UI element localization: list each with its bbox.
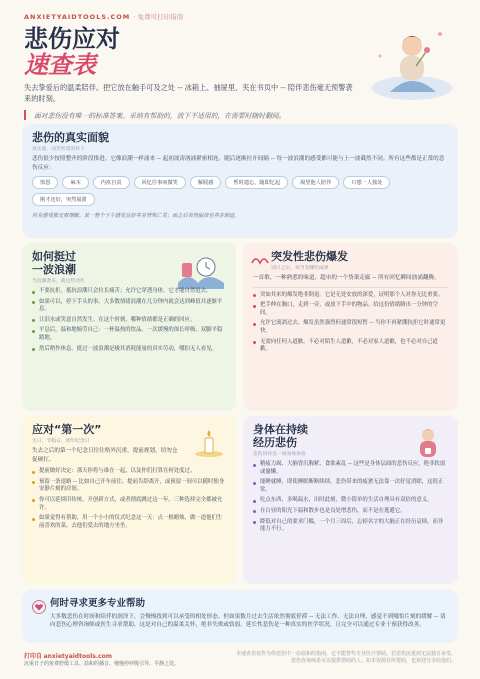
grief-truth-title: 悲伤的真实面貌 [32, 131, 109, 144]
list-item: 然后稍作休息。挺过一波浪潮是极其消耗能量的真实劳动，哪怕无人看见。 [32, 346, 226, 354]
list-item: 降低对自己的要求门槛，一个月三周后，忘掉名字的大脑正在经历哀恸，而非能力不行。 [253, 519, 448, 534]
list-item: 提前做好决定：那天你将与谁在一起，以及你们打算在何处度过。 [32, 468, 226, 476]
divider [253, 287, 448, 288]
body-grief-card [243, 416, 458, 584]
firsts-list [32, 468, 226, 530]
sudden-grief-list [253, 292, 448, 354]
sudden-grief-body: 一首歌、一种熟悉的味道、超市的一个货架走廊 -- 所有回忆瞬间汹涌翻腾。 [253, 275, 440, 281]
wave-caption: 当浪潮袭来，就这些动作 [32, 279, 85, 284]
list-item: 在白昼的阳光下温和散步也是良处增悲伤，而不是在逃避它。 [253, 508, 448, 516]
list-item: 把手伸在胸口，走到一旁，或放下手中的物品。给这份情绪腾出一分钟的空间。 [253, 302, 448, 317]
wave-list [32, 288, 226, 353]
wave-title: 如何挺过 一波浪潮 [32, 250, 76, 276]
wave-card [22, 243, 236, 411]
brand-site[interactable]: ANXIETYAIDTOOLS.COM [24, 13, 131, 21]
person-holding-flower-illustration [360, 16, 456, 106]
grief-truth-card [22, 124, 458, 238]
footer-disclaimer: 本速查表仅作为你悲伤中一份温和的指南，它不能替代专业医疗帮助。若悲伤沉重到无法独自承受，悲伤咨询师是可以提供帮助的人；如本资源有所帮助，也欢迎分享给他们。 [236, 651, 457, 664]
intro-quote: 面对悲伤没有唯一的标准答案。采纳有帮助的，放下不适用的，在需要时随时翻阅。 [24, 110, 456, 120]
feeling-tag: 暂时遗忘，随即忆起 [225, 176, 288, 189]
footer-tagline: 沉重日子的免费舒缓工具、温和的播音、慢慢停呼吸引导、平静之处。 [24, 661, 180, 667]
clock-wave-illustration [176, 253, 226, 289]
sudden-grief-title: 突发性悲伤爆发 [271, 250, 348, 263]
list-item: 精疲力竭、大脑昏沉胸紧、食欲紊乱 -- 这些是身体层面的悲伤反应，绝非软弱或偷懒。 [253, 461, 448, 476]
list-item: 让泪水或笑意自然发生。在这个时刻，哪种情绪都是正确的回应。 [32, 317, 226, 325]
feeling-tag: 刚才还好，突然崩溃 [32, 193, 95, 206]
sudden-grief-caption: 别只之后，该当有哪些成果 [271, 266, 329, 271]
body-grief-caption: 悲伤同样是一场身体体验 [253, 452, 306, 457]
firsts-card [22, 416, 236, 584]
list-item: 突如其来的爆发绝非倒退。它是无处安放的深爱，证明那个人对你无比重要。 [253, 292, 448, 300]
feeling-tag: 渴望他人陪伴 [292, 176, 339, 189]
feeling-tag: 只想一人独处 [343, 176, 390, 189]
list-item: 允许它流淌过去。爆发虽然强烈但通常很短暂 -- 当你不再紧绷抗拒它时通常更快。 [253, 320, 448, 335]
feelings-tag-list [32, 176, 448, 206]
firsts-title: 应对“第一次” [32, 423, 102, 436]
list-item: 无需向任何人道歉。不必对陌生人道歉，不必对家人道歉，也不必对自己道歉。 [253, 339, 448, 354]
list-item: 如果可以，停下手头的事。大多数情绪浪潮在几分钟内就会达到峰值并逐渐平息。 [32, 299, 226, 314]
list-item: 你可以延续旧传统、开创新方式，或者彻底跳过这一年。三种选择完全都被允许。 [32, 497, 226, 512]
intro-text: 失去挚爱后的温柔陪伴。把它放在触手可及之处 -- 冰箱上、抽屉里、夹在书页中 -- 陪伴悲伤毫无预警袭来的时刻。 [24, 83, 353, 103]
page-title: 悲伤应对 [24, 25, 120, 53]
list-item: 吃点东西，多喝温水，出时此刻，微小简单的生活自理具有双倍的意义。 [253, 497, 448, 505]
feeling-tag: 回忆往事而微笑 [134, 176, 186, 189]
professional-help-title: 何时寻求更多专业帮助 [50, 598, 146, 609]
grief-truth-caption: 真实面，而非所需的样子 [32, 147, 85, 152]
body-grief-title: 身体在持续 经历悲伤 [253, 423, 308, 449]
body-grief-list [253, 461, 448, 534]
professional-help-body: 大多数悲伤在时间和陪伴的润泽下，会慢慢找到可以承受的相处形态。但如果数月过去生活依然彻底停滞 -- 无法工作、无法自理、感觉不到哪怕片刻的缓解 -- 请向悲伤心理咨询师或医生寻求帮助。这是对自己的温柔关怀，绝非失败或软弱。延长性悲伤是一种真实的医学状况，且完全可以通过专业干预获得改善。 [50, 614, 446, 628]
grief-truth-note: 所有感受都无需理解。某一整个下午感觉良好并非背叛亡灵；而之后突然崩溃也并非倒退。 [32, 213, 240, 220]
heart-icon [32, 600, 46, 614]
footer-site-link[interactable]: anxietyaidtools.com [43, 653, 113, 660]
firsts-caption: 生日、节假日、周年纪念日 [32, 439, 90, 444]
feeling-tag: 愤怒 [32, 176, 58, 189]
list-item: 能睡就睡，即使睡眠断断续续。悲伤带来的疲惫无法靠一次好觉消除，这很正常。 [253, 479, 448, 494]
list-item: 不要抗拒。抵抗浪潮只会拉长痛苦；允许它穿透身体，它才能自然退去。 [32, 288, 226, 296]
list-item: 平息后，温和地犒劳自己：一杯温热的饮品、一次缓慢的深长呼吸、双脚平稳踏地。 [32, 327, 226, 342]
feeling-tag: 内疚自责 [93, 176, 130, 189]
feeling-tag: 解脱感 [190, 176, 222, 189]
grief-truth-body: 悲伤很少按照整齐的阶段推进。它像浪潮一样涌来 -- 起初波涛汹涌紧密相连，随后逐渐拉开间隔 -- 每一波浪潮的感受都可能与上一波截然不同。所有这些都是正常的悲伤反应： [32, 156, 445, 171]
brand-subtitle: · 免费可打印指南 [133, 13, 184, 21]
footer-left [24, 651, 179, 667]
print-label: 打印自 [24, 653, 43, 660]
list-item: 如果觉得有帮助，用一个小小的仪式纪念这一天：点一根蜡烛、做一道他们生前喜欢的菜，去他们爱去的地方坐坐。 [32, 515, 226, 530]
firsts-body: 失去之后的第一个纪念日往往格外沉重。提前规划，切勿仓促硬扛。 [32, 448, 178, 463]
page-title-highlight: 速查表 [24, 51, 96, 79]
professional-help-card [22, 590, 458, 643]
sudden-grief-card [243, 243, 458, 411]
person-with-tea-illustration [408, 424, 448, 464]
list-item: 预留一条退路 -- 比如自己开车前往、提前告辞离开，或预留一间可以随时独身安静片刻的房间。 [32, 479, 226, 494]
wave-icon [251, 253, 269, 267]
candle-illustration [192, 424, 226, 458]
footer [24, 651, 456, 667]
feeling-tag: 麻木 [62, 176, 88, 189]
